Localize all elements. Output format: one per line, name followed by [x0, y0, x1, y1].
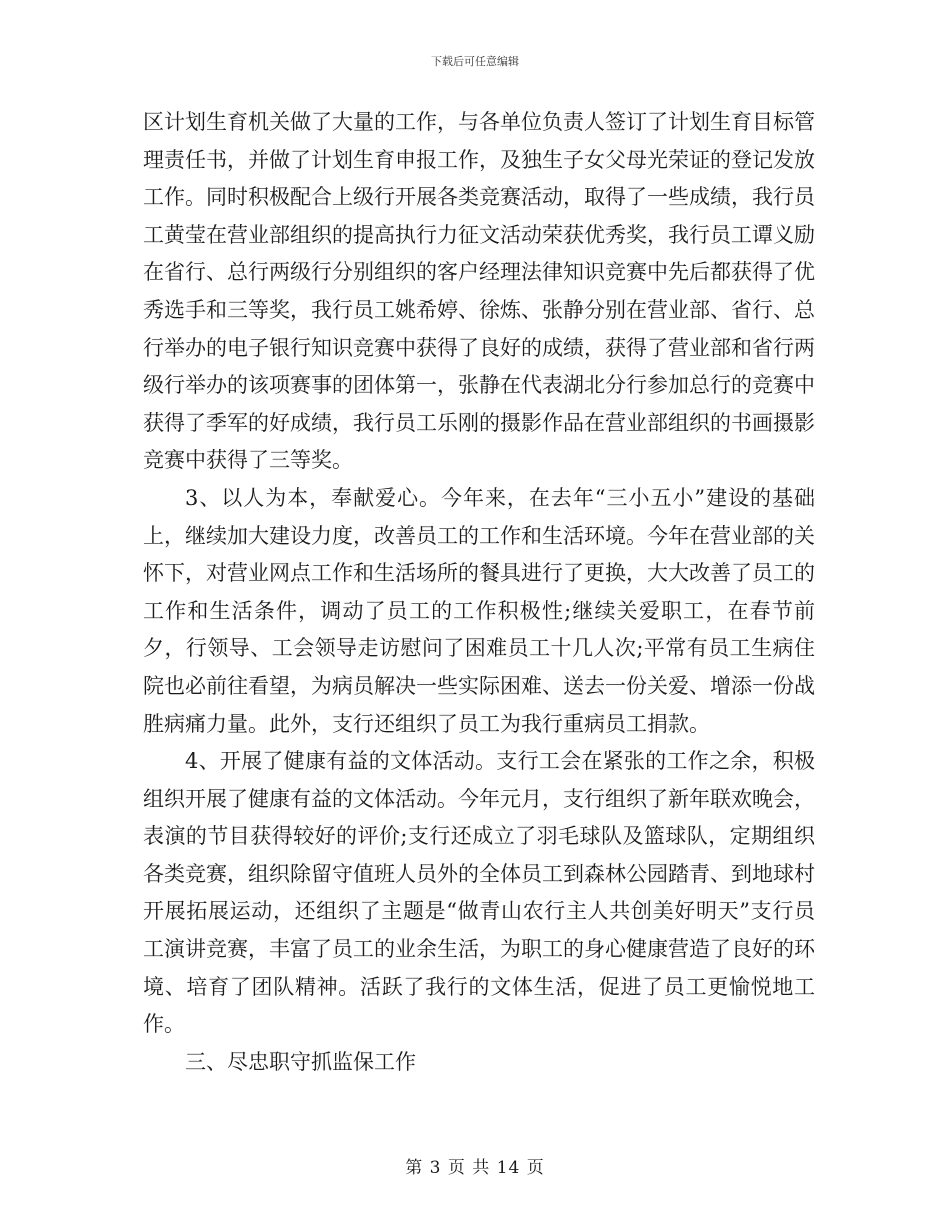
paragraph-cultural-sports-activities: 4、开展了健康有益的文体活动。支行工会在紧张的工作之余，积极组织开展了健康有益的文体活动。今年元月，支行组织了新年联欢晚会，表演的节目获得较好的评价;支行还成立了羽毛球队及篮球队，定期组织各类竞赛，组织除留守值班人员外的全体员工到森林公园踏青、到地球村开展拓展运动，还组织了主题是“做青山农行主人共创美好明天”支行员工演讲竞赛，丰富了员工的业余生活，为职工的身心健康营造了良好的环境、培育了团队精神。活跃了我行的文体生活，促进了员工更愉悦地工作。	[143, 749, 815, 1037]
page-header-note: 下载后可任意编辑	[431, 55, 519, 68]
document-body	[143, 104, 815, 1081]
section-heading-security-work: 三、尽忠职守抓监保工作	[185, 1049, 416, 1074]
paragraph-people-oriented-care: 3、以人为本，奉献爱心。今年来，在去年“三小五小”建设的基础上，继续加大建设力度，改善员工的工作和生活环境。今年在营业部的关怀下，对营业网点工作和生活场所的餐具进行了更换，大大改善了员工的工作和生活条件，调动了员工的工作积极性;继续关爱职工，在春节前夕，行领导、工会领导走访慰问了困难员工十几人次;平常有员工生病住院也必前往看望，为病员解决一些实际困难、送去一份关爱、增添一份战胜病痛力量。此外，支行还组织了员工为我行重病员工捐款。	[143, 485, 815, 736]
paragraph-planning-and-competitions: 区计划生育机关做了大量的工作，与各单位负责人签订了计划生育目标管理责任书，并做了计划生育申报工作，及独生子女父母光荣证的登记发放工作。同时积极配合上级行开展各类竞赛活动，取得了一些成绩，我行员工黄莹在营业部组织的提高执行力征文活动荣获优秀奖，我行员工谭义励在省行、总行两级行分别组织的客户经理法律知识竞赛中先后都获得了优秀选手和三等奖，我行员工姚希婷、徐炼、张静分别在营业部、省行、总行举办的电子银行知识竞赛中获得了良好的成绩，获得了营业部和省行两级行举办的该项赛事的团体第一，张静在代表湖北分行参加总行的竞赛中获得了季军的好成绩，我行员工乐刚的摄影作品在营业部组织的书画摄影竞赛中获得了三等奖。	[143, 110, 815, 473]
page-number-footer: 第 3 页 共 14 页	[405, 1158, 545, 1178]
